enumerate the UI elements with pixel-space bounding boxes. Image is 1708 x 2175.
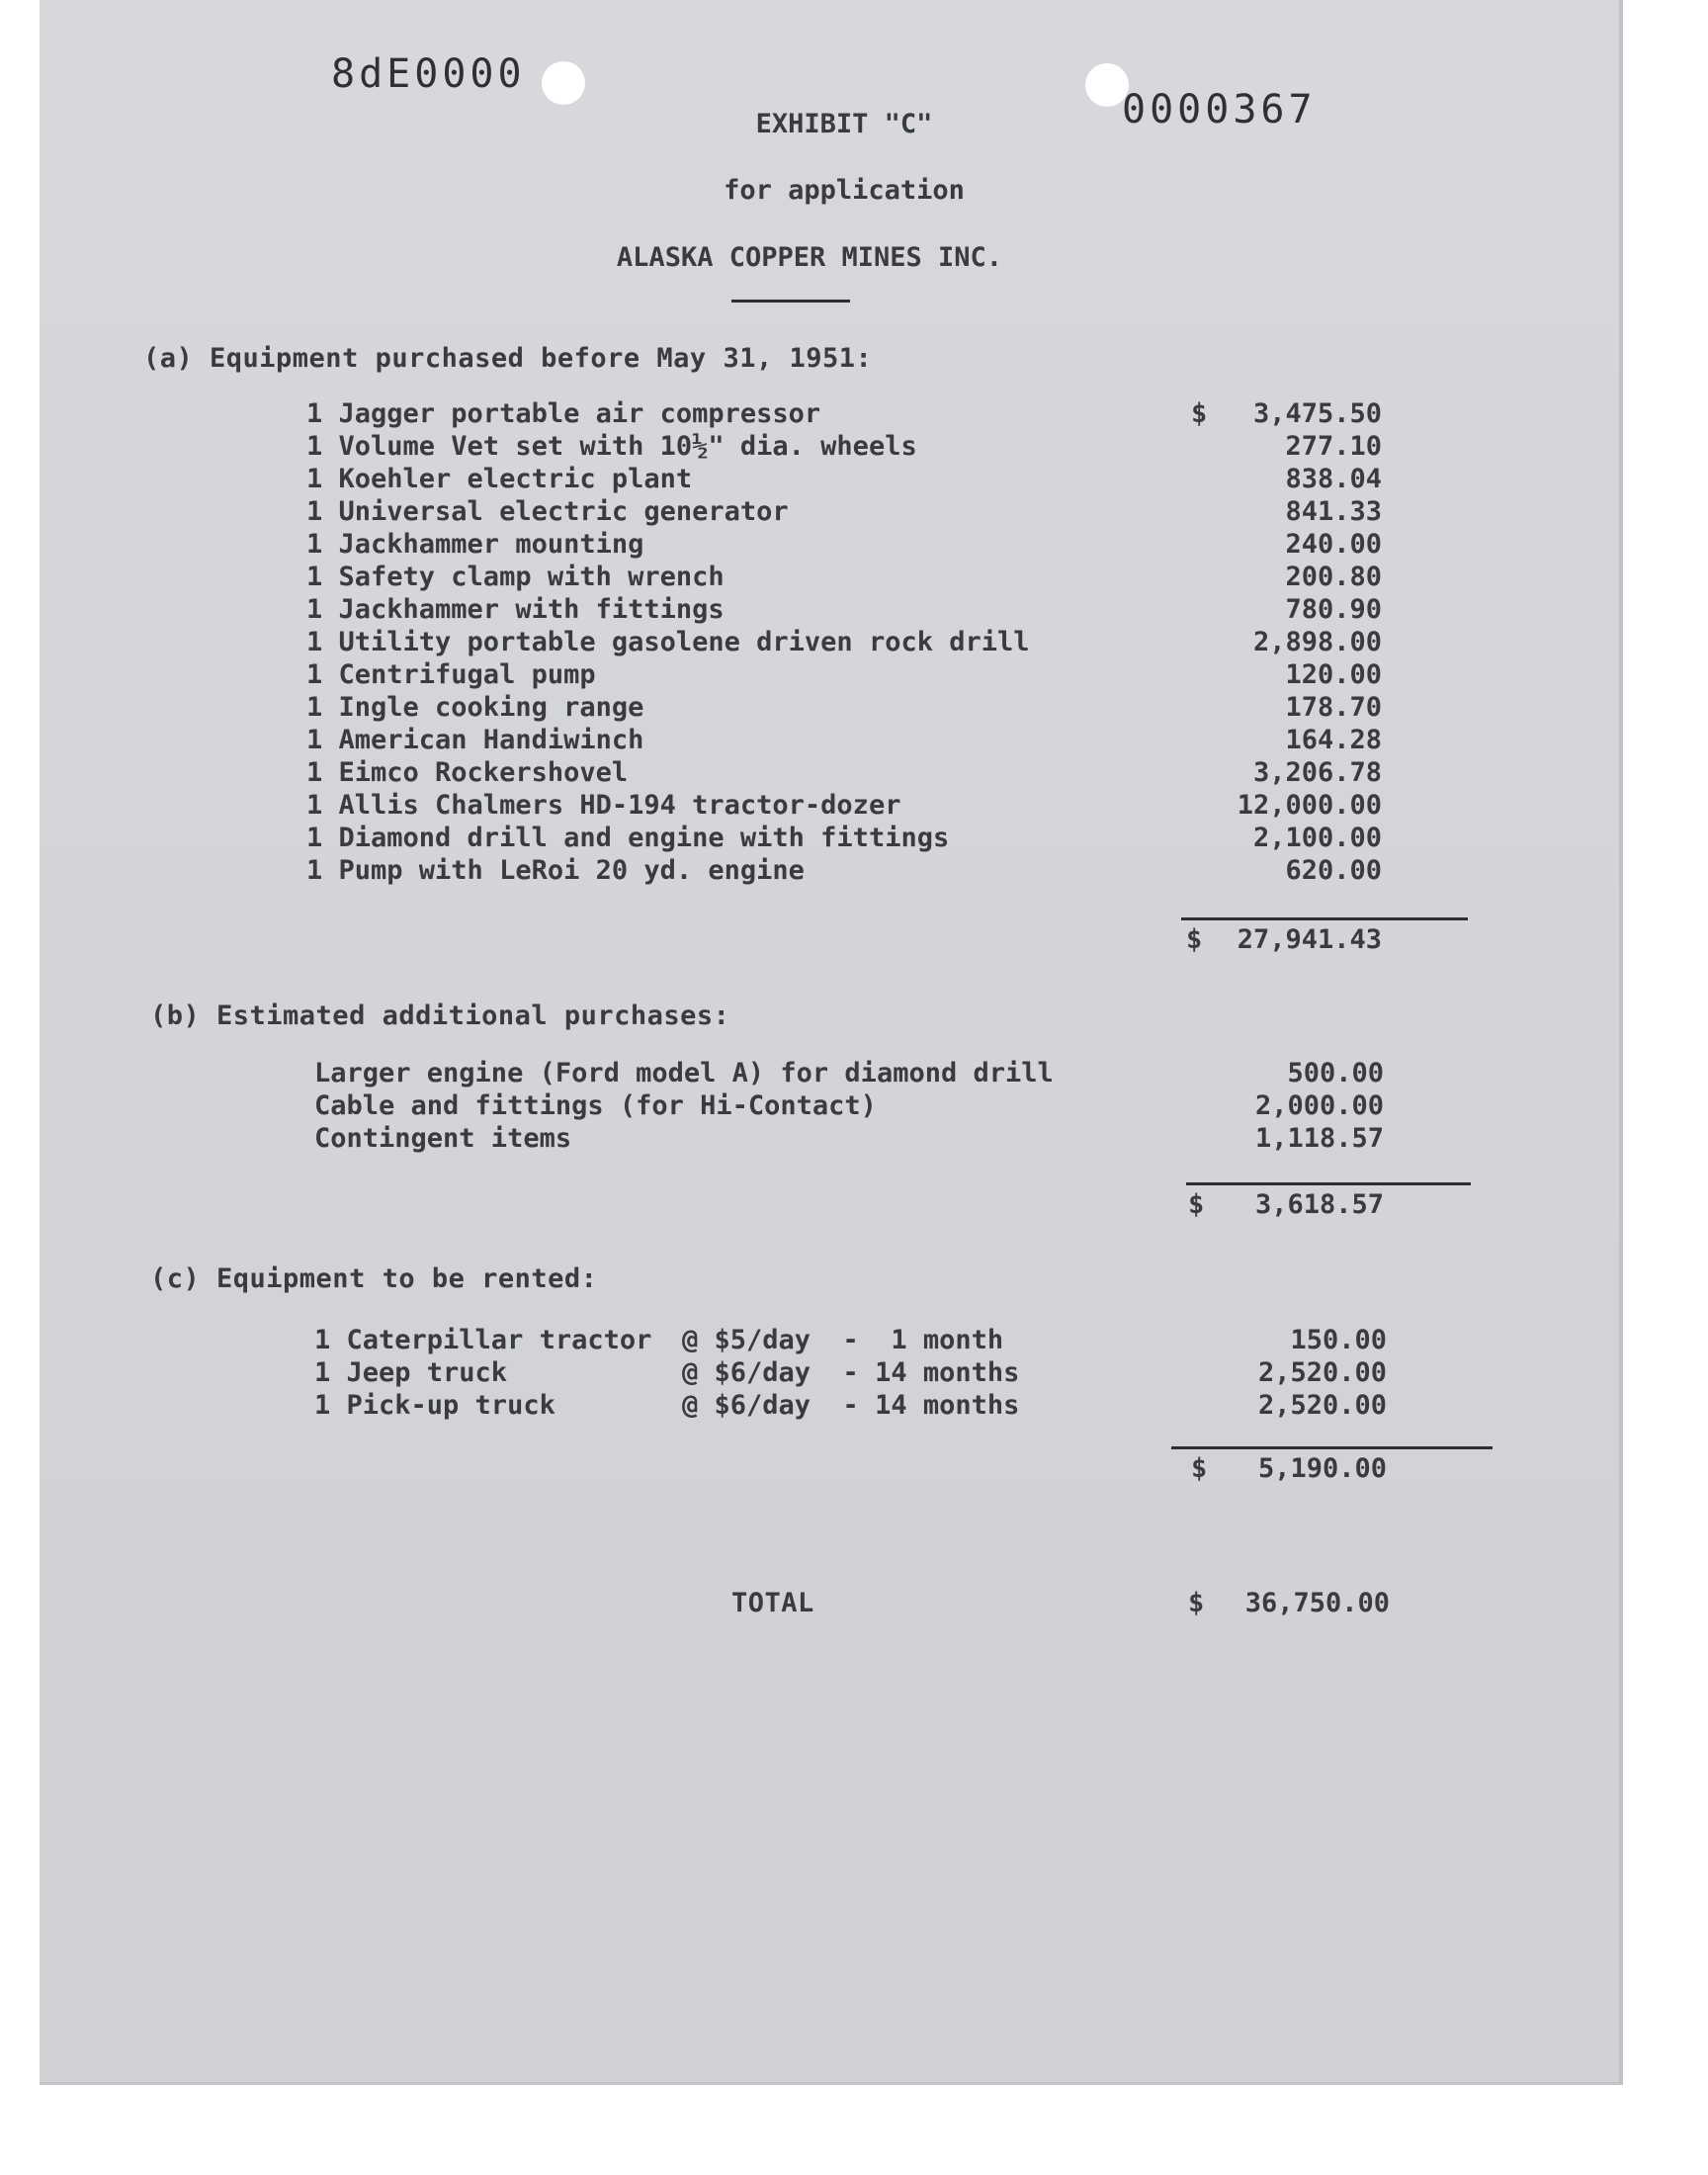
line-item-amount: 3,475.50	[1252, 398, 1382, 429]
line-item-description: 1 Pump with LeRoi 20 yd. engine	[306, 855, 805, 886]
line-item-amount: 200.80	[1285, 562, 1382, 592]
document-page	[40, 0, 1623, 2085]
line-item-amount: 2,000.00	[1254, 1090, 1384, 1121]
section-c-subtotal: 5,190.00	[1257, 1453, 1387, 1484]
line-item-description: 1 Centrifugal pump	[306, 659, 596, 690]
line-item-amount: 164.28	[1285, 725, 1382, 755]
line-item-amount: 120.00	[1285, 659, 1382, 690]
line-item-description: 1 Utility portable gasolene driven rock drill	[306, 627, 1030, 657]
line-item-description: 1 Caterpillar tractor	[314, 1325, 652, 1355]
stamp-number-right: 0000367	[1122, 87, 1317, 132]
line-item-description: 1 Diamond drill and engine with fittings	[306, 823, 950, 853]
section-a-title: (a) Equipment purchased before May 31, 1951:	[143, 343, 873, 374]
currency-symbol: $	[1191, 398, 1208, 429]
currency-symbol: $	[1188, 1588, 1205, 1618]
line-item-amount: 2,520.00	[1257, 1390, 1387, 1421]
line-item-rate: @ $5/day - 1 month	[682, 1325, 1004, 1355]
company-name: ALASKA COPPER MINES INC.	[616, 242, 1003, 273]
line-item-description: 1 American Handiwinch	[306, 725, 644, 755]
total-label: TOTAL	[731, 1588, 814, 1618]
section-a-subtotal: 27,941.43	[1237, 924, 1382, 955]
line-item-amount: 2,898.00	[1252, 627, 1382, 657]
line-item-amount: 500.00	[1287, 1058, 1384, 1088]
section-c-title: (c) Equipment to be rented:	[150, 1263, 598, 1294]
line-item-description: 1 Jagger portable air compressor	[306, 398, 821, 429]
line-item-rate: @ $6/day - 14 months	[682, 1390, 1020, 1421]
line-item-amount: 12,000.00	[1237, 790, 1382, 821]
line-item-amount: 277.10	[1285, 431, 1382, 462]
subtitle: for application	[724, 175, 965, 206]
line-item-amount: 240.00	[1285, 529, 1382, 560]
line-item-rate: @ $6/day - 14 months	[682, 1357, 1020, 1388]
line-item-description: Contingent items	[314, 1123, 572, 1154]
exhibit-label: EXHIBIT "C"	[755, 109, 933, 139]
section-c-subtotal-rule	[1171, 1446, 1493, 1449]
section-b-title: (b) Estimated additional purchases:	[150, 1000, 730, 1031]
line-item-amount: 620.00	[1285, 855, 1382, 886]
punch-hole-left	[542, 61, 585, 105]
line-item-amount: 2,100.00	[1252, 823, 1382, 853]
line-item-description: 1 Koehler electric plant	[306, 464, 693, 494]
total-amount: 36,750.00	[1244, 1588, 1390, 1618]
line-item-amount: 2,520.00	[1257, 1357, 1387, 1388]
line-item-description: Cable and fittings (for Hi-Contact)	[314, 1090, 877, 1121]
line-item-amount: 178.70	[1285, 692, 1382, 723]
line-item-amount: 3,206.78	[1252, 757, 1382, 788]
stamp-number-left: 8dE0000	[331, 51, 526, 97]
line-item-amount: 838.04	[1285, 464, 1382, 494]
section-b-subtotal-rule	[1186, 1182, 1471, 1185]
line-item-amount: 1,118.57	[1254, 1123, 1384, 1154]
line-item-amount: 150.00	[1290, 1325, 1387, 1355]
line-item-description: 1 Safety clamp with wrench	[306, 562, 725, 592]
header-rule	[731, 300, 850, 303]
line-item-description: Larger engine (Ford model A) for diamond drill	[314, 1058, 1054, 1088]
line-item-description: 1 Pick-up truck	[314, 1390, 555, 1421]
line-item-description: 1 Jeep truck	[314, 1357, 508, 1388]
line-item-description: 1 Eimco Rockershovel	[306, 757, 629, 788]
currency-symbol: $	[1191, 1453, 1208, 1484]
line-item-description: 1 Jackhammer mounting	[306, 529, 644, 560]
line-item-description: 1 Ingle cooking range	[306, 692, 644, 723]
line-item-description: 1 Universal electric generator	[306, 496, 789, 527]
currency-symbol: $	[1188, 1189, 1205, 1220]
line-item-description: 1 Allis Chalmers HD-194 tractor-dozer	[306, 790, 901, 821]
section-b-subtotal: 3,618.57	[1254, 1189, 1384, 1220]
line-item-description: 1 Jackhammer with fittings	[306, 594, 725, 625]
currency-symbol: $	[1186, 924, 1203, 955]
line-item-amount: 841.33	[1285, 496, 1382, 527]
line-item-description: 1 Volume Vet set with 10½" dia. wheels	[306, 431, 917, 462]
line-item-amount: 780.90	[1285, 594, 1382, 625]
section-a-subtotal-rule	[1181, 917, 1468, 920]
